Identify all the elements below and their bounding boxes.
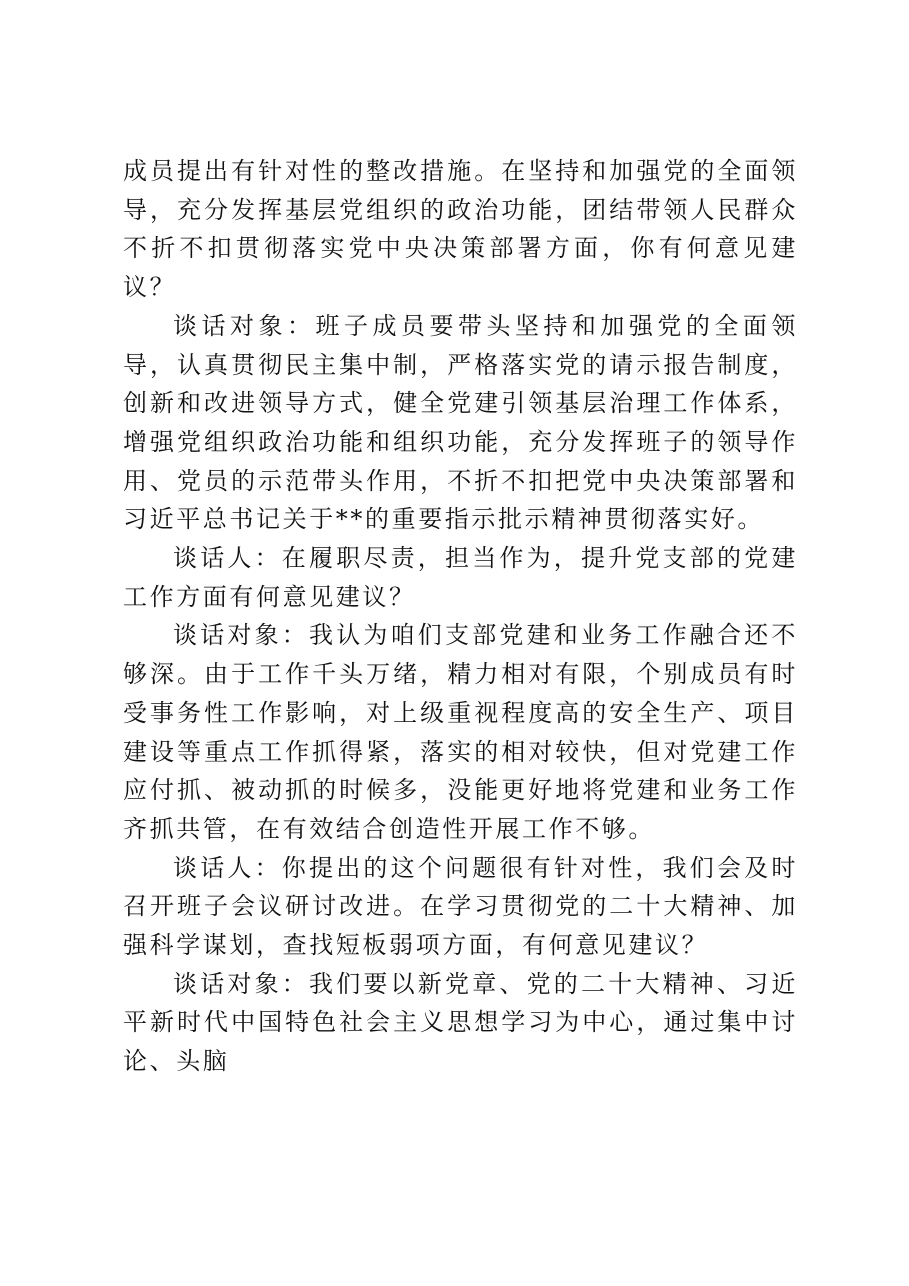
document-body bbox=[123, 152, 798, 1081]
paragraph-continuation: 成员提出有针对性的整改措施。在坚持和加强党的全面领导，充分发挥基层党组织的政治功能，团结带领人民群众不折不扣贯彻落实党中央决策部署方面，你有何意见建议？ bbox=[123, 157, 798, 302]
paragraph-interviewee-answer-2: 谈话对象：我认为咱们支部党建和业务工作融合还不够深。由于工作千头万绪，精力相对有限，个别成员有时受事务性工作影响，对上级重视程度高的安全生产、项目建设等重点工作抓得紧，落实的相对较快，但对党建工作应付抓、被动抓的时候多，没能更好地将党建和业务工作齐抓共管，在有效结合创造性开展工作不够。 bbox=[123, 621, 798, 843]
paragraph-interviewee-answer-1: 谈话对象：班子成员要带头坚持和加强党的全面领导，认真贯彻民主集中制，严格落实党的请示报告制度，创新和改进领导方式，健全党建引领基层治理工作体系，增强党组织政治功能和组织功能，充分发挥班子的领导作用、党员的示范带头作用，不折不扣把党中央决策部署和习近平总书记关于**的重要指示批示精神贯彻落实好。 bbox=[123, 311, 798, 534]
paragraph-interviewer-question-2: 谈话人：你提出的这个问题很有针对性，我们会及时召开班子会议研讨改进。在学习贯彻党的二十大精神、加强科学谋划，查找短板弱项方面，有何意见建议？ bbox=[123, 853, 798, 960]
paragraph-interviewee-answer-3: 谈话对象：我们要以新党章、党的二十大精神、习近平新时代中国特色社会主义思想学习为中心，通过集中讨论、头脑 bbox=[123, 969, 798, 1076]
paragraph-interviewer-question-1: 谈话人：在履职尽责，担当作为，提升党支部的党建工作方面有何意见建议？ bbox=[123, 544, 798, 611]
